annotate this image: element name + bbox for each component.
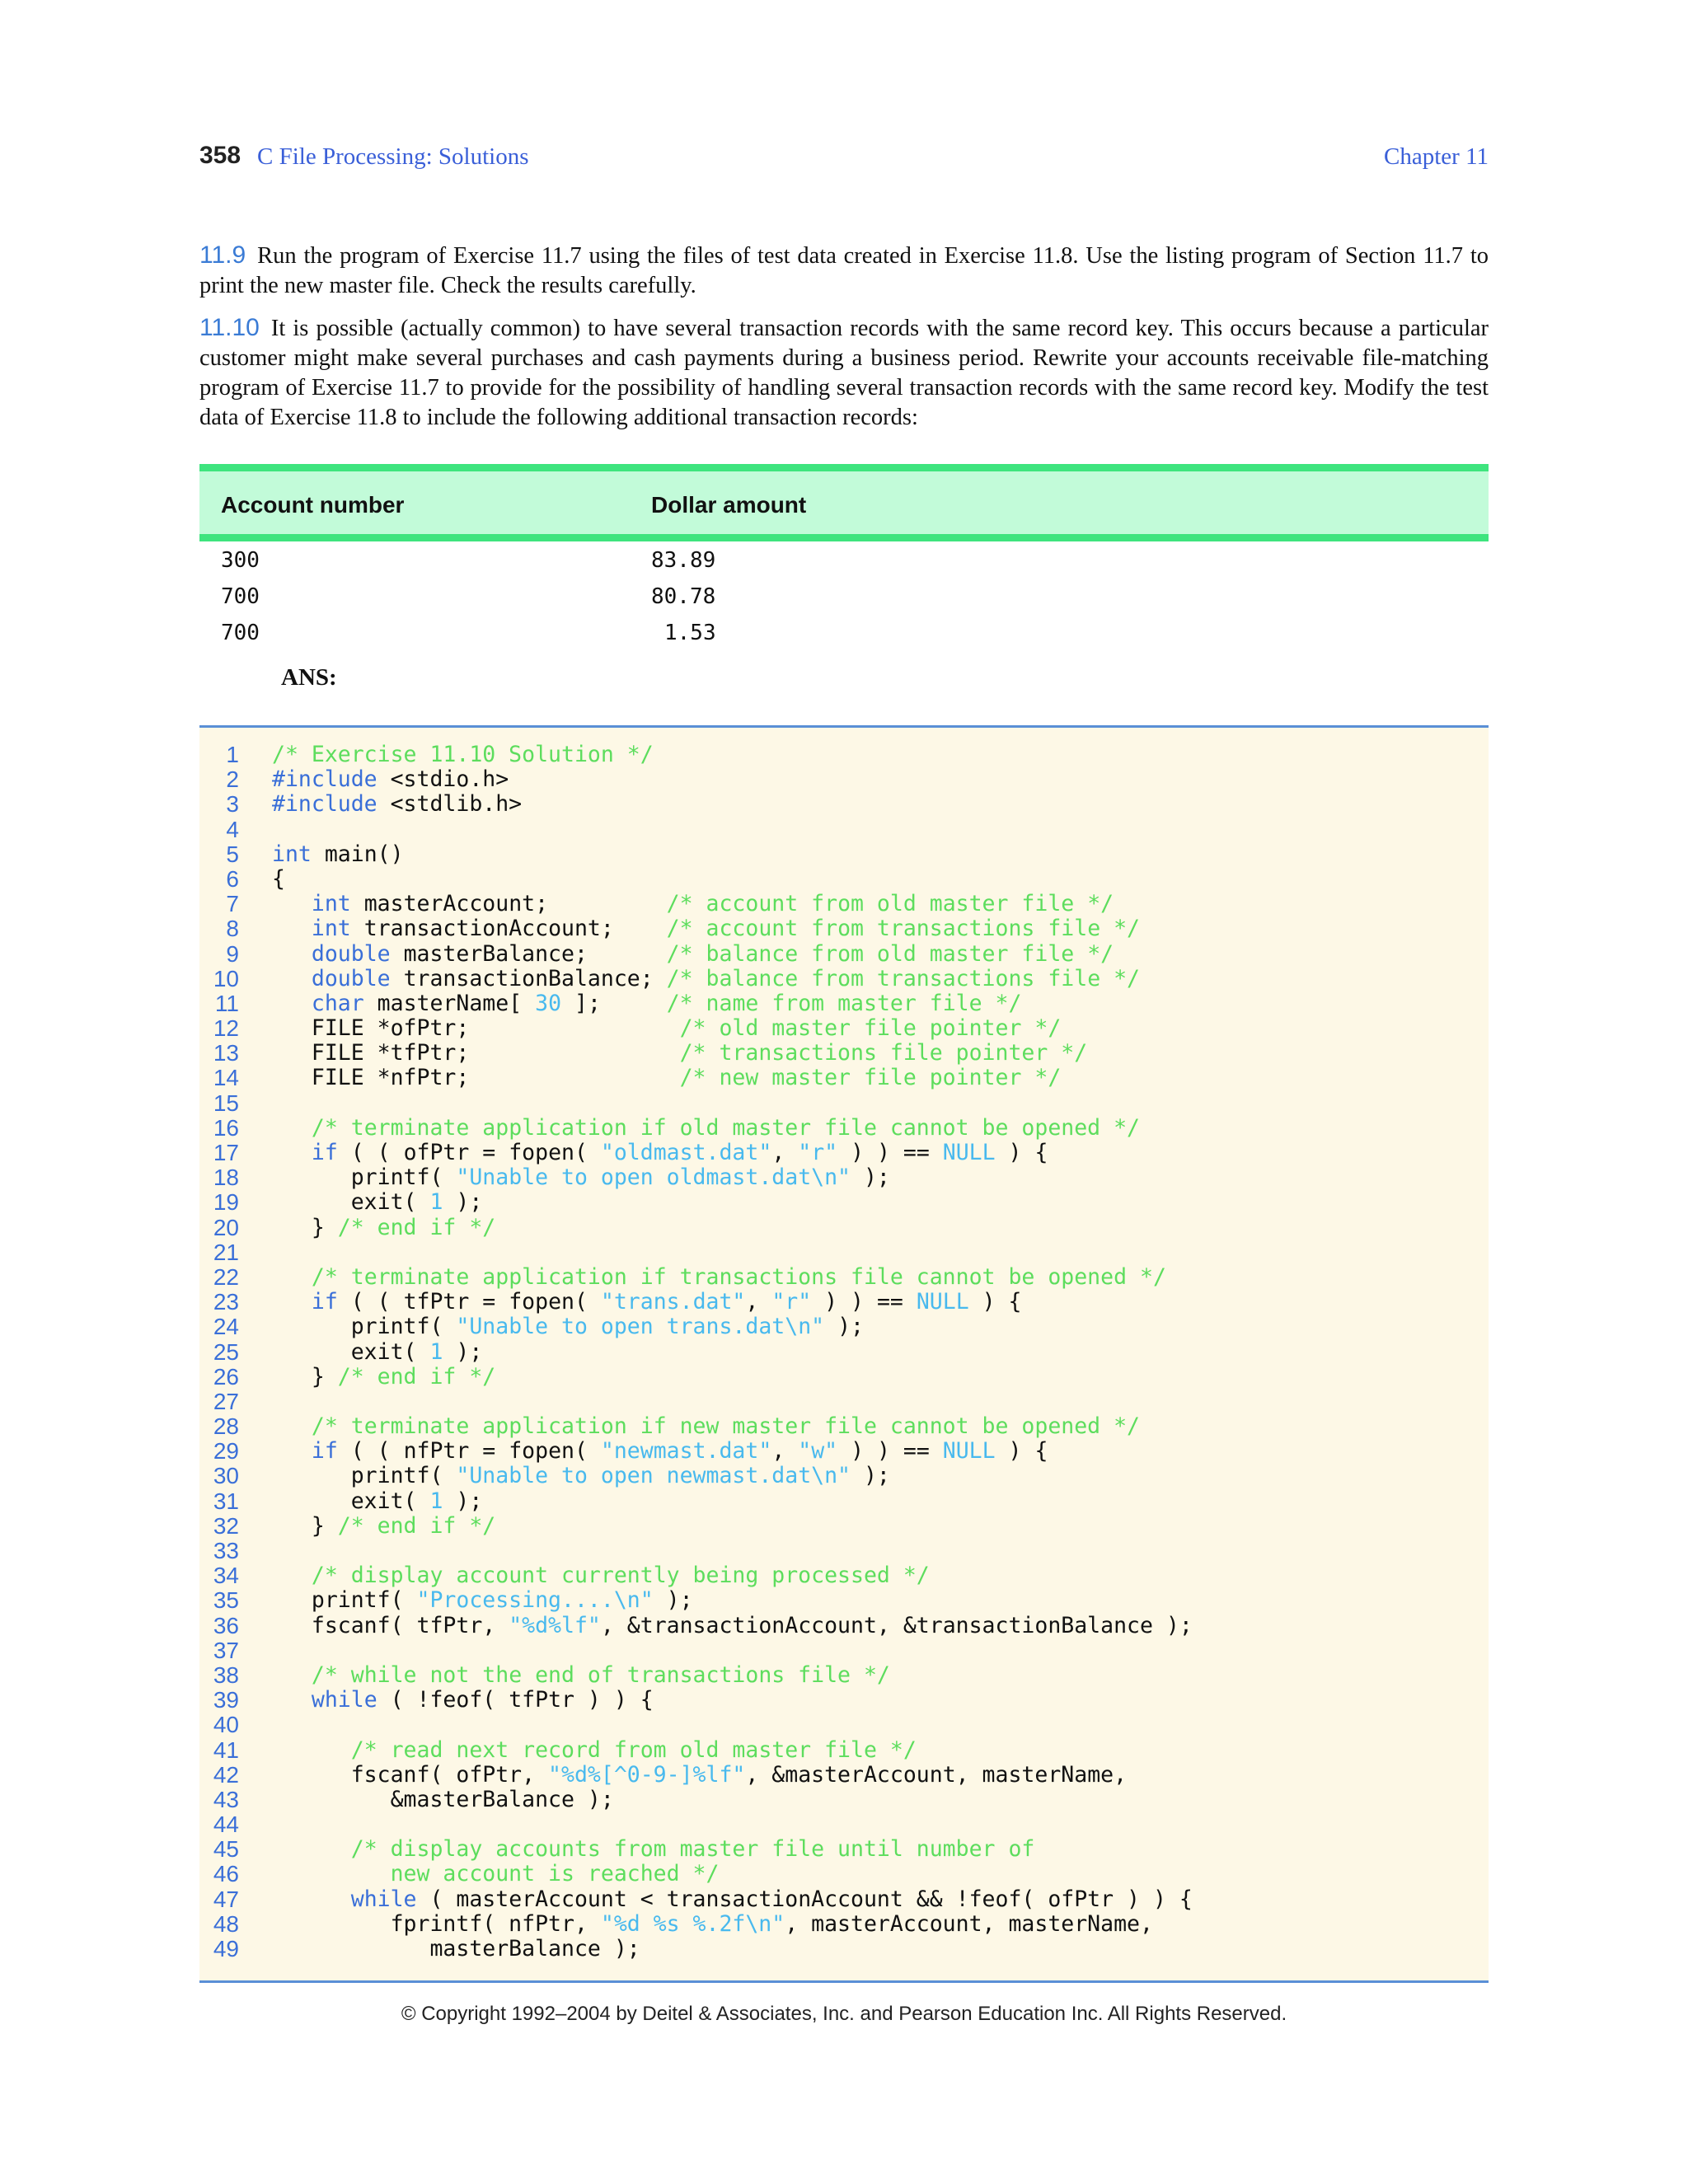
code-keyword: double — [311, 965, 391, 991]
code-text: ) { — [995, 1438, 1048, 1465]
code-text — [272, 1489, 482, 1514]
code-line — [199, 1265, 1489, 1290]
code-text — [272, 966, 312, 991]
code-line — [199, 1315, 1489, 1339]
code-string: "%d%lf" — [509, 1612, 601, 1638]
code-text: ( !feof( tfPtr ) ) { — [377, 1687, 654, 1713]
amount-cell: 83.89 — [651, 548, 716, 573]
account-cell: 700 — [221, 621, 260, 645]
exercise-number: 11.10 — [199, 314, 260, 341]
code-text: } — [272, 1363, 338, 1390]
code-text: ( ( ofPtr = fopen( — [337, 1140, 601, 1165]
code-comment: /* display account currently being processed */ — [311, 1563, 930, 1589]
line-number: 18 — [213, 1165, 239, 1191]
line-number: 15 — [213, 1090, 239, 1116]
code-text: ) ) == — [811, 1289, 917, 1315]
code-text: fscanf( ofPtr, — [272, 1761, 549, 1788]
code-comment: /* transactions file pointer */ — [679, 1040, 1088, 1066]
code-text — [272, 792, 522, 817]
code-line — [199, 1738, 1489, 1763]
code-line — [199, 1539, 1489, 1563]
code-text — [272, 1265, 1166, 1290]
code-line — [199, 1290, 1489, 1315]
line-number: 41 — [213, 1736, 239, 1763]
code-string: "r" — [798, 1140, 838, 1165]
code-text — [272, 1115, 312, 1141]
code-text: ); — [851, 1165, 890, 1191]
code-keyword: while — [311, 1687, 377, 1713]
code-text — [272, 1066, 1061, 1090]
line-number: 5 — [226, 841, 239, 867]
code-text: <stdlib.h> — [377, 791, 523, 818]
code-text — [272, 1041, 1087, 1066]
code-text — [272, 1763, 1127, 1788]
exercise-11-9 — [199, 241, 1489, 301]
code-text — [272, 1861, 391, 1886]
code-text — [272, 1937, 640, 1961]
line-number: 40 — [213, 1712, 239, 1738]
page-header — [199, 142, 1489, 175]
code-text: ); — [443, 1338, 483, 1365]
code-line — [199, 1464, 1489, 1488]
code-text — [272, 1588, 693, 1613]
line-number: 44 — [213, 1811, 239, 1838]
code-text: } — [272, 1512, 338, 1539]
line-number: 35 — [213, 1587, 239, 1614]
code-text — [272, 941, 312, 967]
code-text: printf( — [272, 1463, 457, 1489]
line-number: 32 — [213, 1512, 239, 1539]
code-comment: /* terminate application if new master file cannot be opened */ — [311, 1413, 1140, 1440]
code-string: "Processing....\n" — [416, 1587, 654, 1614]
code-text: ); — [824, 1314, 864, 1340]
code-text — [272, 1365, 495, 1390]
code-string: NULL — [942, 1140, 996, 1165]
code-text — [272, 1413, 312, 1439]
code-text — [272, 767, 509, 792]
code-line — [199, 892, 1489, 916]
line-number: 13 — [213, 1040, 239, 1066]
line-number: 4 — [226, 816, 239, 842]
code-string: "trans.dat" — [600, 1289, 746, 1315]
code-text: FILE *nfPtr; — [272, 1065, 680, 1091]
code-text — [272, 1315, 864, 1339]
line-number: 42 — [213, 1761, 239, 1788]
code-text — [272, 1438, 312, 1464]
code-text — [272, 1788, 614, 1812]
code-text: ( masterAccount < transactionAccount && !feof( ofPtr ) ) { — [416, 1886, 1193, 1912]
code-line — [199, 1937, 1489, 1961]
code-comment: /* read next record from old master file */ — [350, 1736, 917, 1763]
code-line — [199, 1912, 1489, 1937]
code-line — [199, 1563, 1489, 1588]
code-string: "newmast.dat" — [600, 1438, 772, 1465]
code-text: ); — [653, 1587, 693, 1614]
table-row — [199, 578, 1489, 614]
code-line — [199, 1414, 1489, 1439]
code-text: fscanf( tfPtr, — [272, 1612, 509, 1638]
code-comment: /* Exercise 11.10 Solution */ — [272, 742, 654, 767]
copyright-footer: © Copyright 1992–2004 by Deitel & Associates, Inc. and Pearson Education Inc. All Rights Reserved. — [401, 2003, 1287, 2025]
code-keyword: if — [311, 1289, 338, 1315]
code-text: &masterBalance ); — [272, 1786, 614, 1812]
code-text: FILE *tfPtr; — [272, 1040, 680, 1066]
code-text — [272, 967, 1140, 991]
code-text: ) { — [995, 1140, 1048, 1165]
code-number: 30 — [535, 990, 562, 1016]
code-text — [272, 1190, 482, 1215]
line-number: 30 — [213, 1463, 239, 1489]
code-text: masterBalance ); — [272, 1936, 640, 1961]
code-line — [199, 1216, 1489, 1240]
code-lines — [199, 743, 1489, 1961]
code-text — [272, 1439, 1048, 1464]
code-text — [272, 1290, 1021, 1315]
code-text: exit( — [272, 1338, 430, 1365]
code-number: 1 — [429, 1189, 443, 1216]
code-text: masterBalance; — [390, 940, 667, 967]
exercise-text: It is possible (actually common) to have several transaction records with the same record key. This occurs because a particular customer might make several purchases and cash payments during a business period. Rewrite your accounts receivable file-matching program of Exercise 11.7 to provide for the possibility of handling several transaction records with the same record key. Modify the test data of Exercise 11.8 to include the following additional transaction records: — [199, 316, 1489, 430]
code-text — [272, 1289, 312, 1315]
code-line — [199, 1688, 1489, 1713]
code-line — [199, 1016, 1489, 1041]
code-line — [199, 1638, 1489, 1663]
code-text: ); — [443, 1488, 483, 1514]
code-text: transactionBalance; — [390, 965, 667, 991]
code-text — [272, 1514, 495, 1539]
code-line — [199, 867, 1489, 892]
code-text: ); — [851, 1463, 890, 1489]
code-text: ]; — [561, 990, 667, 1016]
code-keyword: #include — [272, 791, 377, 818]
code-text: { — [272, 865, 285, 892]
line-number: 39 — [213, 1687, 239, 1713]
line-number: 38 — [213, 1661, 239, 1688]
code-string: "Unable to open oldmast.dat\n" — [456, 1165, 851, 1191]
code-line — [199, 1066, 1489, 1090]
code-string: "Unable to open trans.dat\n" — [456, 1314, 825, 1340]
code-keyword: char — [311, 990, 364, 1016]
code-keyword: if — [311, 1438, 338, 1465]
code-text — [272, 1886, 351, 1912]
code-line — [199, 967, 1489, 991]
code-comment: /* balance from transactions file */ — [666, 965, 1141, 991]
code-text: printf( — [272, 1165, 457, 1191]
code-comment: /* account from transactions file */ — [666, 916, 1141, 942]
code-text: exit( — [272, 1189, 430, 1216]
code-text: } — [272, 1214, 338, 1240]
code-text: , — [771, 1438, 799, 1465]
code-line — [199, 942, 1489, 967]
code-keyword: int — [311, 891, 351, 917]
code-text — [272, 1662, 312, 1688]
code-line — [199, 1489, 1489, 1514]
page-number: 358 — [199, 142, 241, 169]
exercise-number: 11.9 — [199, 241, 246, 269]
code-comment: /* new master file pointer */ — [679, 1065, 1062, 1091]
line-number: 11 — [214, 990, 239, 1016]
code-keyword: int — [311, 916, 351, 942]
account-cell: 300 — [221, 548, 260, 573]
code-comment: /* name from master file */ — [666, 990, 1022, 1016]
code-text — [272, 1141, 1048, 1165]
code-line — [199, 916, 1489, 941]
code-comment: new account is reached */ — [390, 1861, 720, 1887]
transaction-table — [199, 464, 1489, 650]
code-text: , masterAccount, masterName, — [785, 1910, 1153, 1937]
code-comment: /* balance from old master file */ — [666, 940, 1114, 967]
line-number: 37 — [213, 1637, 239, 1663]
code-text — [272, 867, 285, 892]
line-number: 3 — [226, 791, 239, 818]
line-number: 10 — [213, 965, 239, 991]
code-text — [272, 743, 654, 767]
code-text — [272, 1140, 312, 1165]
exercise-11-10 — [199, 313, 1489, 433]
code-text: fprintf( nfPtr, — [272, 1910, 601, 1937]
code-text — [272, 942, 1114, 967]
line-number: 25 — [213, 1338, 239, 1365]
code-text: ) ) == — [837, 1140, 943, 1165]
code-comment: /* while not the end of transactions file */ — [311, 1661, 890, 1688]
code-text: masterAccount; — [350, 891, 667, 917]
line-number: 14 — [213, 1065, 239, 1091]
code-line — [199, 1514, 1489, 1539]
line-number: 2 — [226, 766, 239, 793]
table-row — [199, 614, 1489, 650]
code-line — [199, 1240, 1489, 1265]
code-line — [199, 1091, 1489, 1116]
code-line — [199, 1390, 1489, 1414]
code-text — [272, 842, 404, 867]
line-number: 36 — [213, 1612, 239, 1638]
code-string: "w" — [798, 1438, 838, 1465]
chapter-title: C File Processing: Solutions — [257, 143, 529, 170]
code-line — [199, 1041, 1489, 1066]
code-line — [199, 1763, 1489, 1788]
code-line — [199, 842, 1489, 867]
code-comment: /* terminate application if transactions file cannot be opened */ — [311, 1263, 1166, 1290]
table-row — [199, 541, 1489, 578]
code-line — [199, 1165, 1489, 1190]
code-line — [199, 1614, 1489, 1638]
code-text — [272, 991, 312, 1016]
code-number: 1 — [429, 1338, 443, 1365]
code-keyword: if — [311, 1140, 338, 1165]
code-listing — [199, 725, 1489, 1983]
code-keyword: double — [311, 940, 391, 967]
code-text: , — [771, 1140, 799, 1165]
code-keyword: #include — [272, 766, 377, 793]
amount-cell: 1.53 — [664, 621, 716, 645]
line-number: 26 — [213, 1363, 239, 1390]
exercise-text: Run the program of Exercise 11.7 using the files of test data created in Exercise 11.8. Use the listing program of Section 11.7 to print the new master file. Check the results carefully. — [199, 243, 1489, 298]
code-line — [199, 1340, 1489, 1365]
line-number: 31 — [213, 1488, 239, 1514]
code-text — [272, 1687, 312, 1713]
line-number: 33 — [213, 1538, 239, 1563]
line-number: 12 — [213, 1015, 239, 1042]
code-comment: /* terminate application if old master file cannot be opened */ — [311, 1114, 1140, 1141]
code-line — [199, 1116, 1489, 1141]
line-number: 29 — [213, 1438, 239, 1465]
line-number: 17 — [213, 1140, 239, 1165]
code-comment: /* display accounts from master file until number of — [350, 1836, 1035, 1863]
code-text — [272, 892, 1114, 916]
code-text — [272, 916, 312, 941]
code-line — [199, 1862, 1489, 1886]
line-number: 27 — [213, 1388, 239, 1414]
code-line — [199, 1141, 1489, 1165]
code-line — [199, 1812, 1489, 1837]
line-number: 9 — [226, 940, 239, 967]
code-text — [272, 1116, 1140, 1141]
account-cell: 700 — [221, 584, 260, 609]
code-text — [272, 1887, 1193, 1912]
code-text: , — [745, 1289, 772, 1315]
line-number: 49 — [213, 1936, 239, 1961]
line-number: 1 — [226, 742, 239, 767]
line-number: 21 — [213, 1239, 239, 1265]
line-number: 6 — [226, 865, 239, 892]
code-text: FILE *ofPtr; — [272, 1015, 680, 1042]
code-line — [199, 743, 1489, 767]
code-text: , &masterAccount, masterName, — [745, 1761, 1128, 1788]
code-text — [272, 1688, 654, 1713]
line-number: 16 — [213, 1114, 239, 1141]
line-number: 46 — [213, 1861, 239, 1887]
code-text — [272, 1912, 1153, 1937]
code-line — [199, 818, 1489, 842]
column-header-amount: Dollar amount — [651, 492, 807, 518]
code-line — [199, 1713, 1489, 1737]
code-text — [272, 1216, 495, 1240]
code-line — [199, 1837, 1489, 1862]
code-text — [272, 1738, 917, 1763]
code-text — [272, 1563, 312, 1588]
code-text — [272, 1836, 351, 1862]
code-text — [272, 1837, 1034, 1862]
code-line — [199, 767, 1489, 792]
code-text — [272, 1737, 351, 1763]
code-text: <stdio.h> — [377, 766, 509, 793]
code-comment: /* end if */ — [337, 1214, 496, 1240]
code-line — [199, 1663, 1489, 1688]
code-string: "%d%[^0-9-]%lf" — [548, 1761, 746, 1788]
code-text — [272, 891, 312, 916]
code-comment: /* account from old master file */ — [666, 891, 1114, 917]
code-comment: /* end if */ — [337, 1363, 496, 1390]
code-text: , &transactionAccount, &transactionBalance ); — [600, 1612, 1193, 1638]
line-number: 22 — [213, 1263, 239, 1290]
code-line — [199, 1588, 1489, 1613]
code-text: ( ( nfPtr = fopen( — [337, 1438, 601, 1465]
code-string: NULL — [916, 1289, 969, 1315]
code-line — [199, 1788, 1489, 1812]
line-number: 20 — [213, 1214, 239, 1240]
code-string: "r" — [771, 1289, 812, 1315]
code-text — [272, 1414, 1140, 1439]
code-line — [199, 1887, 1489, 1912]
line-number: 48 — [213, 1910, 239, 1937]
line-number: 45 — [213, 1836, 239, 1863]
code-text — [272, 991, 1021, 1016]
code-text — [272, 1264, 312, 1290]
code-text — [272, 1165, 890, 1190]
code-text: ); — [443, 1189, 483, 1216]
chapter-label: Chapter 11 — [1384, 143, 1489, 170]
code-keyword: while — [350, 1886, 417, 1912]
amount-cell: 80.78 — [651, 584, 716, 609]
line-number: 43 — [213, 1786, 239, 1812]
code-text: ( ( tfPtr = fopen( — [337, 1289, 601, 1315]
code-line — [199, 1190, 1489, 1215]
line-number: 19 — [213, 1189, 239, 1216]
code-comment: /* old master file pointer */ — [679, 1015, 1062, 1042]
code-line — [199, 792, 1489, 817]
line-number: 24 — [213, 1314, 239, 1340]
code-text: printf( — [272, 1587, 417, 1614]
code-text — [272, 1663, 890, 1688]
code-text: ) { — [968, 1289, 1022, 1315]
code-text — [272, 1464, 890, 1488]
code-number: 1 — [429, 1488, 443, 1514]
code-string: "oldmast.dat" — [600, 1140, 772, 1165]
code-text — [272, 1862, 719, 1886]
line-number: 47 — [213, 1886, 239, 1912]
line-number: 34 — [213, 1563, 239, 1589]
code-text — [272, 1614, 1193, 1638]
code-string: "Unable to open newmast.dat\n" — [456, 1463, 851, 1489]
code-line — [199, 1365, 1489, 1390]
line-number: 7 — [226, 891, 239, 917]
code-line — [199, 1439, 1489, 1464]
code-text — [272, 1016, 1061, 1041]
code-text: ) ) == — [837, 1438, 943, 1465]
code-string: "%d %s %.2f\n" — [600, 1910, 785, 1937]
code-text: masterName[ — [363, 990, 536, 1016]
answer-label: ANS: — [281, 664, 337, 691]
line-number: 8 — [226, 916, 239, 942]
code-string: NULL — [942, 1438, 996, 1465]
code-text: main() — [311, 841, 404, 867]
code-comment: /* end if */ — [337, 1512, 496, 1539]
code-text: exit( — [272, 1488, 430, 1514]
code-keyword: int — [272, 841, 312, 867]
table-header — [199, 464, 1489, 541]
line-number: 28 — [213, 1413, 239, 1440]
code-text — [272, 916, 1140, 941]
code-text — [272, 1563, 930, 1588]
line-number: 23 — [213, 1289, 239, 1315]
column-header-account: Account number — [221, 492, 405, 518]
code-text: printf( — [272, 1314, 457, 1340]
code-text: transactionAccount; — [350, 916, 667, 942]
code-text — [272, 1340, 482, 1365]
code-line — [199, 991, 1489, 1016]
